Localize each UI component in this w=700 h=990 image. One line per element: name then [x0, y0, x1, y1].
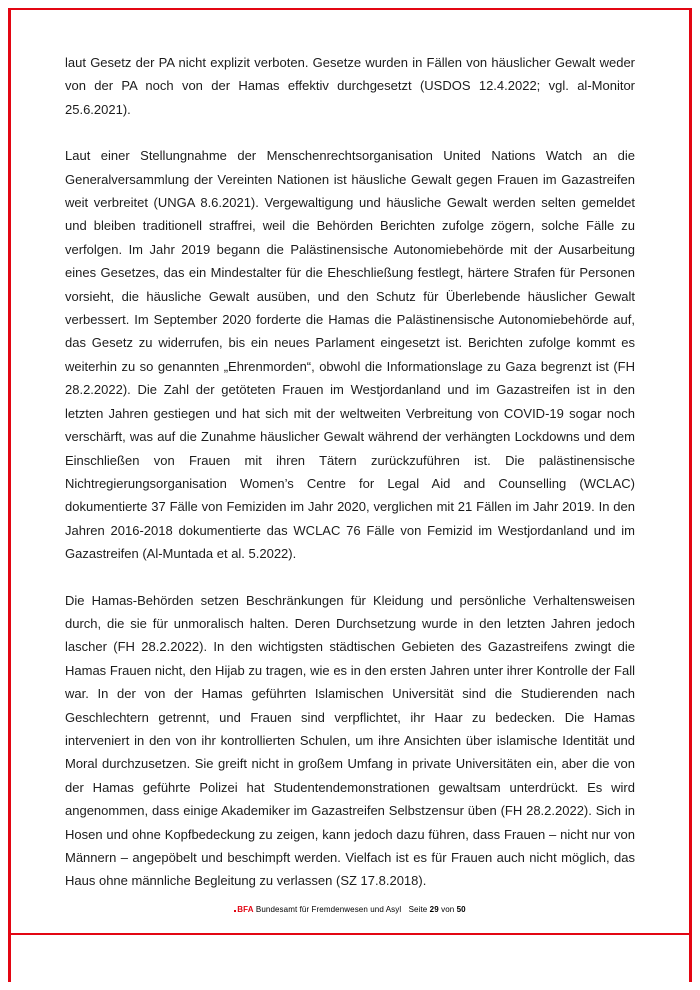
body-paragraph-3: Die Hamas-Behörden setzen Beschränkungen für Kleidung und persönliche Verhaltensweisen durch, die sie für unmoralisch halten. Deren Durchsetzung wurde in den letzten Jahren jedoch lascher (FH 28.2.2022). In den wichtigsten städtischen Gebieten des Gazastreifens zwingt die Hamas Frauen nicht, den Hijab zu tragen, wie es in den ersten Jahren unter ihrer Kontrolle der Fall war. In der von der Hamas geführten Islamischen Universität sind die Studierenden nach Geschlechtern getrennt, und Frauen sind verpflichtet, ihr Haar zu bedecken. Die Hamas interveniert in den von ihr kontrollierten Schulen, um ihre Ansichten über islamische Identität und Moral durchzusetzen. Sie greift nicht in großem Umfang in private Universitäten ein, aber die von der Hamas geführte Polizei hat Studentendemonstrationen gewaltsam unterdrückt. Es wird angenommen, dass einige Akademiker im Gazastreifen Selbstzensur üben (FH 28.2.2022). Sich in Hosen und ohne Kopfbedeckung zu zeigen, kann jedoch dazu führen, dass Frauen – nicht nur von Männern – angepöbelt und beschimpft werden. Vielfach ist es für Frauen auch nicht möglich, das Haus ohne männliche Begleitung zu verlassen (SZ 17.8.2018). — [65, 592, 635, 889]
body-paragraph-1: laut Gesetz der PA nicht explizit verboten. Gesetze wurden in Fällen von häuslicher Gewalt weder von der PA noch von der Hamas effektiv durchgesetzt (USDOS 12.4.2022; vgl. al-Monitor 25.6.2021). — [65, 55, 635, 117]
page-border-right — [689, 8, 692, 982]
body-paragraph-2: Laut einer Stellungnahme der Menschenrechtsorganisation United Nations Watch an die Generalversammlung der Vereinten Nationen ist häusliche Gewalt gegen Frauen im Gazastreifen weit verbreitet (UNGA 8.6.2021). Vergewaltigung und häusliche Gewalt werden selten gemeldet und bleiben traditionell straffrei, weil die Behörden Berichten zufolge zögern, solche Fälle zu verfolgen. Im Jahr 2019 begann die Palästinensische Autonomiebehörde mit der Ausarbeitung eines Gesetzes, das ein Mindestalter für die Eheschließung festlegt, härtere Strafen für Personen vorsieht, die häusliche Gewalt ausüben, und den Schutz für Überlebende häuslicher Gewalt verbessert. Im September 2020 forderte die Hamas die Palästinensische Autonomiebehörde auf, das Gesetz zu widerrufen, bis ein neues Parlament eingesetzt ist. Berichten zufolge kommt es weiterhin zu so genannten „Ehrenmorden“, obwohl die Informationslage zu Gaza begrenzt ist (FH 28.2.2022). Die Zahl der getöteten Frauen im Westjordanland und im Gazastreifen ist in den letzten Jahren gestiegen und hat sich mit der weltweiten Verbreitung von COVID-19 sogar noch verschärft, was auf die Zunahme häuslicher Gewalt während der verhängten Lockdowns und dem Einschließen von Frauen mit ihren Tätern zurückzuführen ist. Die palästinensische Nichtregierungsorganisation Women’s Centre for Legal Aid and Counselling (WCLAC) dokumentierte 37 Fälle von Femiziden im Jahr 2020, verglichen mit 21 Fällen im Jahr 2019. In den Jahren 2016-2018 dokumentierte das WCLAC 76 Fälle von Femizid im Westjordanland und im Gazastreifen (Al-Muntada et al. 5.2022). — [65, 148, 635, 562]
bfa-logo-dot-icon — [234, 910, 236, 912]
footer-page-label: Seite — [408, 905, 428, 914]
footer-page-of-label: von — [441, 905, 455, 914]
bfa-logo-text: BFA — [237, 905, 254, 914]
document-body — [65, 51, 635, 916]
footer-page-current: 29 — [429, 905, 439, 914]
page-border-left — [8, 8, 11, 982]
footer-page-total: 50 — [456, 905, 466, 914]
footer-org-name: Bundesamt für Fremdenwesen und Asyl — [255, 905, 402, 914]
page-border-bottom — [8, 933, 692, 935]
page-border-top — [8, 8, 692, 10]
page-footer — [0, 905, 700, 914]
